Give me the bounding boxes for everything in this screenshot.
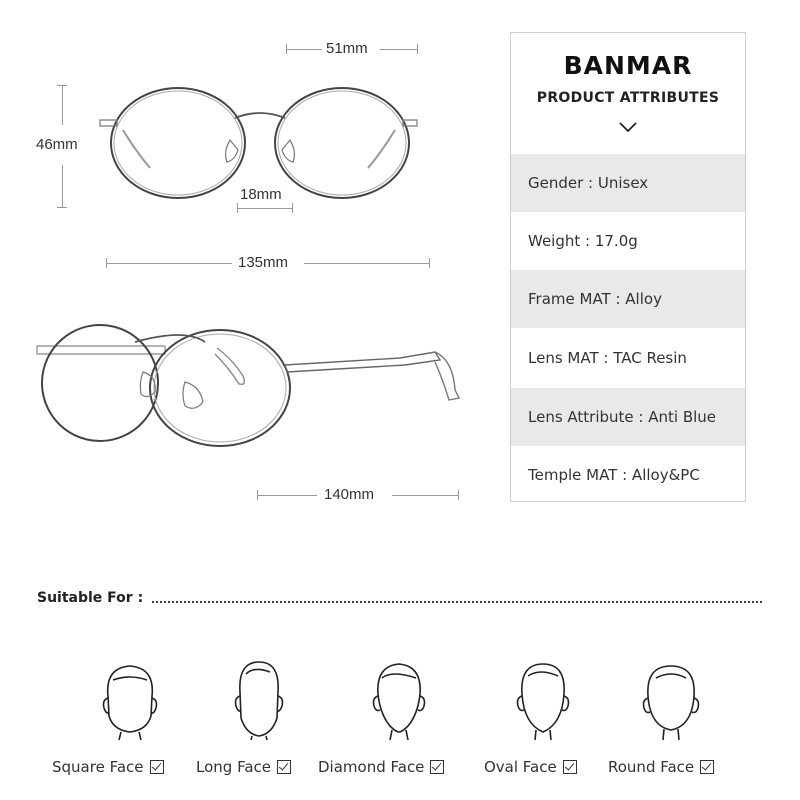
checkbox-checked-icon bbox=[700, 760, 714, 774]
brand-logo: BANMAR bbox=[563, 51, 693, 80]
face-label-text: Diamond Face bbox=[318, 758, 425, 776]
dotted-divider bbox=[152, 601, 762, 603]
glasses-side-view bbox=[35, 320, 465, 455]
attribute-row-temple-mat: Temple MAT : Alloy&PC bbox=[528, 466, 700, 484]
face-label-text: Square Face bbox=[52, 758, 144, 776]
lens-width-tick-right bbox=[417, 44, 418, 54]
face-label-round bbox=[608, 758, 714, 776]
attributes-title: PRODUCT ATTRIBUTES bbox=[536, 90, 720, 106]
bridge-tick-right bbox=[292, 203, 293, 213]
attribute-row-lens-attribute: Lens Attribute : Anti Blue bbox=[511, 388, 745, 446]
temple-length-line-right bbox=[392, 495, 458, 496]
temple-length-tick-left bbox=[257, 490, 258, 500]
frame-width-label: 135mm bbox=[238, 254, 289, 271]
attribute-row-lens-mat: Lens MAT : TAC Resin bbox=[528, 349, 687, 367]
checkbox-checked-icon bbox=[150, 760, 164, 774]
attribute-row-gender: Gender : Unisex bbox=[511, 154, 745, 212]
attribute-row-frame-mat: Frame MAT : Alloy bbox=[511, 270, 745, 328]
square-face-icon bbox=[95, 658, 165, 740]
face-label-text: Round Face bbox=[608, 758, 695, 776]
face-label-text: Oval Face bbox=[484, 758, 557, 776]
round-face-icon bbox=[636, 658, 706, 740]
attribute-row-weight: Weight : 17.0g bbox=[528, 232, 638, 250]
face-label-text: Long Face bbox=[196, 758, 271, 776]
oval-face-icon bbox=[508, 658, 578, 740]
frame-width-tick-right bbox=[429, 258, 430, 268]
face-label-oval bbox=[484, 758, 577, 776]
lens-height-line-top bbox=[62, 85, 63, 125]
temple-length-tick-right bbox=[458, 490, 459, 500]
diamond-face-icon bbox=[364, 658, 434, 740]
face-label-square bbox=[52, 758, 164, 776]
suitable-for-label: Suitable For : bbox=[37, 590, 144, 606]
product-attributes-panel bbox=[510, 32, 746, 502]
frame-width-tick-left bbox=[106, 258, 107, 268]
temple-length-label: 140mm bbox=[324, 486, 375, 503]
bridge-tick-left bbox=[237, 203, 238, 213]
temple-length-line-left bbox=[257, 495, 317, 496]
lens-width-line-right bbox=[380, 49, 418, 50]
lens-height-label: 46mm bbox=[36, 136, 78, 153]
checkbox-checked-icon bbox=[277, 760, 291, 774]
frame-width-line-right bbox=[304, 263, 430, 264]
frame-width-line-left bbox=[106, 263, 232, 264]
checkbox-checked-icon bbox=[430, 760, 444, 774]
bridge-line bbox=[237, 208, 293, 209]
lens-width-label: 51mm bbox=[326, 40, 368, 57]
lens-height-line-bottom bbox=[62, 165, 63, 207]
bridge-label: 18mm bbox=[240, 186, 282, 203]
lens-width-line-left bbox=[286, 49, 322, 50]
lens-height-tick-bottom bbox=[57, 207, 67, 208]
chevron-down-icon bbox=[619, 121, 637, 133]
long-face-icon bbox=[224, 658, 294, 740]
face-label-diamond bbox=[318, 758, 444, 776]
face-label-long bbox=[196, 758, 291, 776]
checkbox-checked-icon bbox=[563, 760, 577, 774]
lens-width-tick-left bbox=[286, 44, 287, 54]
